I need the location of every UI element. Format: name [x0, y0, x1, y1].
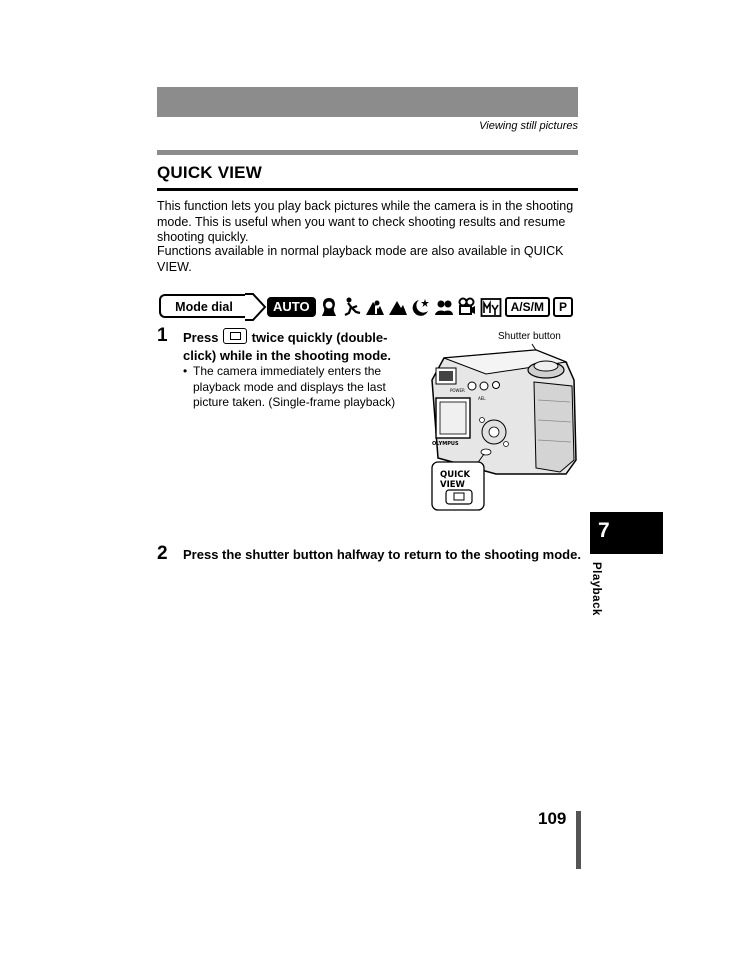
- page-number-rule: [576, 811, 581, 869]
- intro-paragraph-1: This function lets you play back pictures while the camera is in the shooting mode. This is useful when you want to check shooting results and resume shooting quickly.: [157, 199, 574, 244]
- chapter-tab: [590, 512, 663, 554]
- mode-dial-arrow-icon: [245, 292, 267, 322]
- mode-dial-row: [159, 292, 569, 322]
- step-2-instruction: Press the shutter button halfway to return to the shooting mode.: [183, 547, 581, 562]
- chapter-label: Playback: [590, 562, 602, 616]
- step-1-bullet-text: The camera immediately enters the playback mode and displays the last picture taken. (Single-frame playback): [193, 364, 396, 409]
- section-rule-bottom: [157, 188, 578, 191]
- svg-text:AEL: AEL: [478, 396, 486, 401]
- mode-dial-label: Mode dial: [159, 294, 247, 318]
- portrait-mode-icon: [319, 296, 339, 318]
- quick-view-callout-line-1: QUICK: [440, 470, 471, 480]
- step-2-number: 2: [157, 543, 168, 564]
- movie-mode-icon: [457, 296, 477, 318]
- camera-illustration: [426, 340, 586, 515]
- camera-brand: OLYMPUS: [432, 441, 459, 447]
- sports-mode-icon: [342, 296, 362, 318]
- svg-text:POWER: POWER: [450, 388, 465, 393]
- asm-mode-badge: A/S/M: [505, 297, 550, 317]
- auto-mode-icon: AUTO: [267, 297, 316, 317]
- step-1-text-after: twice quickly (double-click) while in the shooting mode.: [183, 330, 392, 363]
- program-mode-badge: P: [553, 297, 573, 317]
- self-portrait-mode-icon: [434, 296, 454, 318]
- landscape-portrait-mode-icon: [365, 296, 385, 318]
- chapter-number: 7: [598, 519, 610, 542]
- section-rule-top: [157, 150, 578, 155]
- breadcrumb: Viewing still pictures: [479, 120, 578, 132]
- step-1-text-before: Press: [183, 330, 219, 345]
- quick-view-callout-line-2: VIEW: [440, 480, 465, 490]
- page-number: 109: [538, 809, 567, 828]
- mode-icon-strip: [267, 294, 573, 320]
- shutter-button-label: Shutter button: [498, 331, 561, 342]
- step-1-number: 1: [157, 325, 168, 346]
- my-mode-icon: [480, 296, 502, 318]
- step-1-instruction: [183, 328, 418, 365]
- quick-view-button-icon: [223, 328, 247, 344]
- section-title: QUICK VIEW: [157, 163, 262, 182]
- night-scene-mode-icon: [411, 296, 431, 318]
- bullet-icon: •: [183, 364, 188, 378]
- intro-paragraph-2: Functions available in normal playback mode are also available in QUICK VIEW.: [157, 244, 564, 274]
- step-1-bullet: [183, 364, 413, 411]
- header-bar: [157, 87, 578, 117]
- landscape-mode-icon: [388, 296, 408, 318]
